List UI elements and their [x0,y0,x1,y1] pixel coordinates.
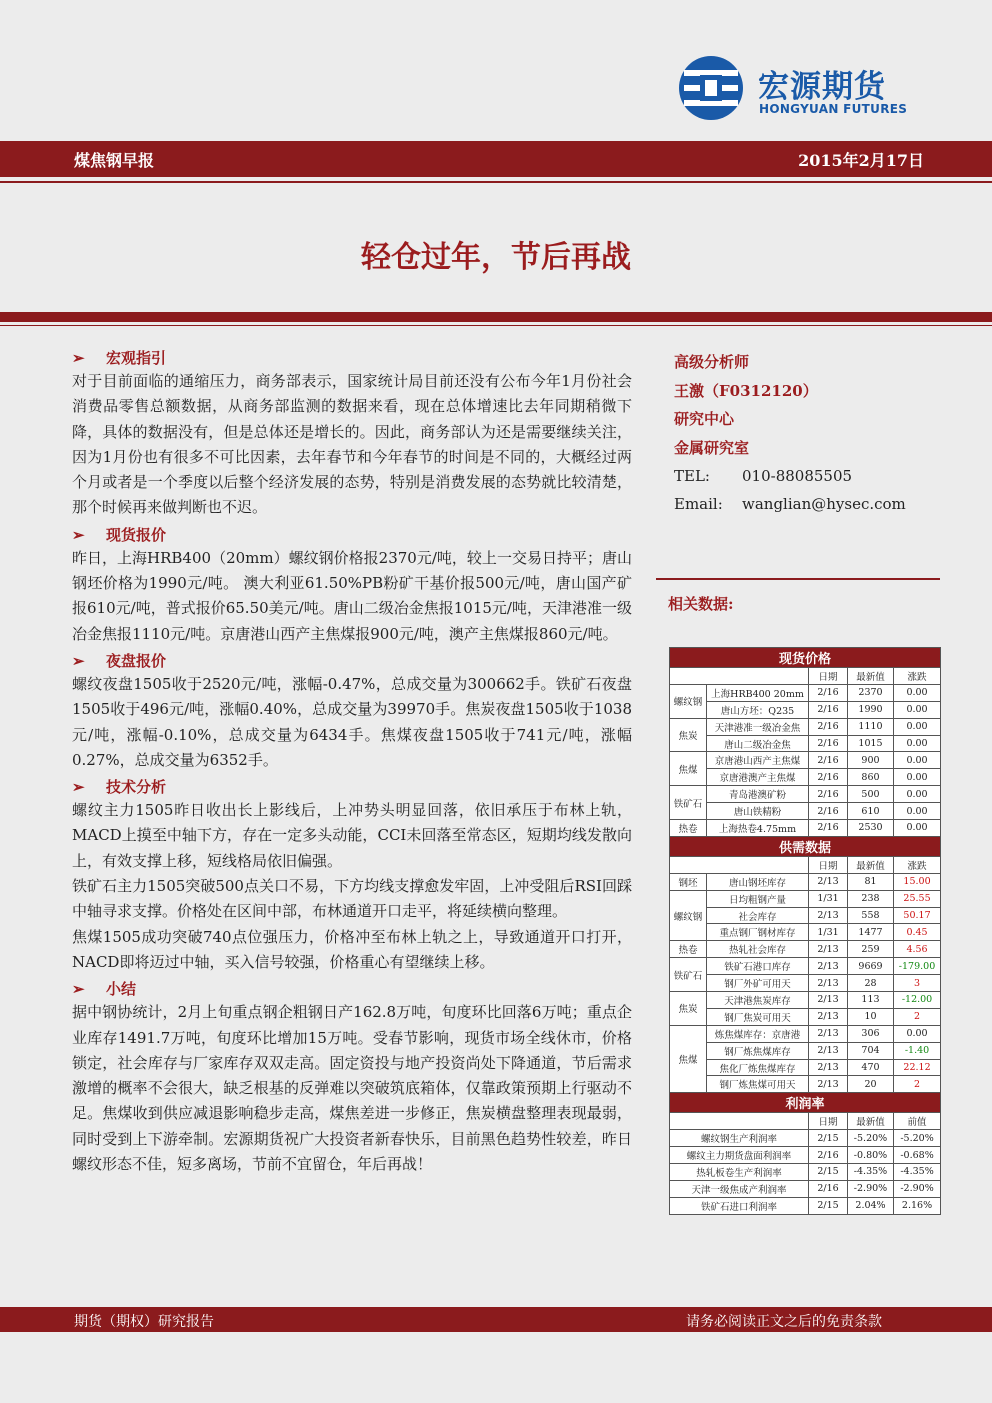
email-label: Email: [674,495,723,513]
table-change-cell: -179.00 [894,958,941,975]
table-row [670,1008,941,1025]
table-date-cell: 2/16 [809,718,848,735]
table-value-cell: 558 [848,907,894,924]
title-rule [0,325,992,326]
table-value-cell: 610 [848,803,894,820]
table-date-cell: 2/16 [809,803,848,820]
table-date-cell: 2/13 [809,1025,848,1042]
table-date-cell: 1/31 [809,924,848,941]
analyst-tel [674,462,964,490]
table-item-cell: 钢厂外矿可用天 [707,975,809,992]
table-item-cell: 京唐港澳产主焦煤 [707,769,809,786]
table-row [670,1025,941,1042]
page-title: 轻仓过年，节后再战 [361,240,631,275]
table-change-cell: 25.55 [894,890,941,907]
section-paragraph: 焦煤1505成功突破740点位强压力，价格冲至布林上轨之上，导致通道开口打开，NACD即将迈过中轴，买入信号较强，价格重心有望继续上移。 [72,927,632,971]
table-item-cell: 螺纹主力期货盘面利润率 [670,1147,809,1164]
table-row [670,992,941,1009]
table-value-cell: 306 [848,1025,894,1042]
table-row [670,769,941,786]
table-item-cell: 上海HRB400 20mm [707,684,809,701]
table-item-cell: 日均粗钢产量 [707,890,809,907]
table-change-cell: -12.00 [894,992,941,1009]
related-data-label: 相关数据: [668,595,734,613]
table-row [670,941,941,958]
header-rule [0,181,992,183]
table-value-cell: 1015 [848,735,894,752]
table-date-cell: 2/16 [809,684,848,701]
table-row [670,1164,941,1181]
email-value: wanglian@hysec.com [742,495,906,513]
table-item-cell: 唐山二级冶金焦 [707,735,809,752]
table-item-cell: 热轧社会库存 [707,941,809,958]
table-value-cell: -0.80% [848,1147,894,1164]
table-date-cell: 2/16 [809,1180,848,1197]
table-value-cell: 500 [848,786,894,803]
table-section-title: 现货价格 [670,648,941,668]
data-table-body [670,648,941,1215]
section-paragraph: 据中钢协统计，2月上旬重点钢企粗钢日产162.8万吨，旬度环比回落6万吨；重点企业库存1491.7万吨，旬度环比增加15万吨。受春节影响，现货市场全线休市，价格锁定，社会库存与厂家库存双双走高。固定资投与地产投资尚处下降通道，节后需求激增的概率不会很大，缺乏根基的反弹难以突破筑底箱体，仅靠政策预期上行驱动不足。焦煤收到供应减退影响稳步走高，煤焦差进一步修正，焦炭横盘整理表现最弱，同时受到上下游牵制。宏源期货祝广大投资者新春快乐，目前黑色趋势性较差，昨日螺纹形态不佳，短多离场，节前不宜留仓，年后再战！ [72,1003,632,1174]
table-header-cell: 涨跌 [894,668,941,685]
table-row [670,907,941,924]
table-prev-cell: -4.35% [894,1164,941,1181]
analyst-dept: 研究中心 [674,410,735,428]
analyst-panel [674,348,964,518]
table-header-cell: 前值 [894,1113,941,1130]
table-date-cell: 2/16 [809,769,848,786]
table-row [670,1076,941,1093]
table-value-cell: 10 [848,1008,894,1025]
table-date-cell: 2/13 [809,958,848,975]
table-group-cell: 铁矿石 [670,786,707,820]
table-value-cell: -5.20% [848,1130,894,1147]
table-value-cell: 2.04% [848,1197,894,1214]
table-row [670,1180,941,1197]
section-paragraph: 对于目前面临的通缩压力，商务部表示，国家统计局目前还没有公布今年1月份社会消费品零售总额数据，从商务部监测的数据来看，现在总体增速比去年同期稍微下降，具体的数据没有，但是总体还是增长的。因此，商务部认为还是需要继续关注，因为1月份也有很多不可比因素，去年春节和今年春节的时间是不同的，大概经过两个月或者是一个季度以后整个经济发展的态势，特别是消费发展的态势就比较清楚，那个时候再来做判断也不迟。 [72,372,632,517]
section-heading-text: 小结 [106,980,137,999]
table-header-blank [670,668,809,685]
table-header-blank [670,1113,809,1130]
table-prev-cell: 2.16% [894,1197,941,1214]
table-date-cell: 2/16 [809,1147,848,1164]
table-group-cell: 螺纹钢 [670,890,707,941]
table-prev-cell: -5.20% [894,1130,941,1147]
table-item-cell: 重点钢厂钢材库存 [707,924,809,941]
table-change-cell: 2 [894,1008,941,1025]
footer-disclaimer: 请务必阅读正文之后的免责条款 [686,1314,882,1330]
table-group-cell: 热卷 [670,820,707,837]
table-group-cell: 焦煤 [670,752,707,786]
table-row [670,873,941,890]
table-row [670,958,941,975]
table-value-cell: 2530 [848,820,894,837]
table-date-cell: 2/16 [809,701,848,718]
table-value-cell: 113 [848,992,894,1009]
arrow-bullet-icon: ➢ [72,980,85,999]
table-prev-cell: -2.90% [894,1180,941,1197]
table-group-cell: 焦炭 [670,718,707,752]
section-heading [72,978,632,1000]
table-item-cell: 钢厂焦炭可用天 [707,1008,809,1025]
table-change-cell: 0.45 [894,924,941,941]
table-change-cell: 0.00 [894,803,941,820]
table-date-cell: 2/13 [809,975,848,992]
table-date-cell: 2/13 [809,1042,848,1059]
table-change-cell: 0.00 [894,735,941,752]
tel-value: 010-88085505 [742,467,853,485]
analyst-name: 王激（F0312120） [674,381,818,400]
table-section-header [670,1093,941,1113]
table-row [670,890,941,907]
table-date-cell: 2/13 [809,992,848,1009]
table-item-cell: 唐山方坯：Q235 [707,701,809,718]
table-item-cell: 青岛港澳矿粉 [707,786,809,803]
table-row [670,1042,941,1059]
table-date-cell: 2/13 [809,1059,848,1076]
table-item-cell: 唐山钢坯库存 [707,873,809,890]
table-item-cell: 钢厂炼焦煤可用天 [707,1076,809,1093]
section-heading [72,347,632,369]
table-item-cell: 天津一级焦成产利润率 [670,1180,809,1197]
table-item-cell: 焦化厂炼焦煤库存 [707,1059,809,1076]
table-row [670,1059,941,1076]
section-heading [72,650,632,672]
table-value-cell: 860 [848,769,894,786]
table-date-cell: 2/16 [809,735,848,752]
table-value-cell: 9669 [848,958,894,975]
table-change-cell: 3 [894,975,941,992]
main-content [72,344,632,1177]
table-header-blank [670,856,809,873]
analyst-email [674,490,964,518]
table-change-cell: 4.56 [894,941,941,958]
table-group-cell: 热卷 [670,941,707,958]
table-date-cell: 1/31 [809,890,848,907]
table-item-cell: 京唐港山西产主焦煤 [707,752,809,769]
table-group-cell: 钢坯 [670,873,707,890]
table-change-cell: 50.17 [894,907,941,924]
table-section-header [670,836,941,856]
arrow-bullet-icon: ➢ [72,778,85,797]
table-date-cell: 2/15 [809,1164,848,1181]
table-item-cell: 社会库存 [707,907,809,924]
section-paragraph: 螺纹主力1505昨日收出长上影线后，上冲势头明显回落，依旧承压于布林上轨，MACD上摸至中轴下方，存在一定多头动能，CCI未回落至常态区，短期均线发散向上，有效支撑上移，短线格局依旧偏强。 [72,801,632,870]
section-paragraph: 螺纹夜盘1505收于2520元/吨，涨幅-0.47%，总成交量为300662手。铁矿石夜盘1505收于496元/吨，涨幅0.40%，总成交量为39970手。焦炭夜盘1505收于1038元/吨，涨幅-0.10%，总成交量为6434手。焦煤夜盘1505收于741元/吨，涨幅0.27%，总成交量为6352手。 [72,674,632,769]
table-change-cell: 0.00 [894,752,941,769]
table-group-cell: 焦炭 [670,992,707,1026]
table-header-cell: 日期 [809,856,848,873]
table-header-cell: 最新值 [848,668,894,685]
table-item-cell: 天津港焦炭库存 [707,992,809,1009]
table-value-cell: 81 [848,873,894,890]
analyst-title: 高级分析师 [674,353,750,371]
table-header-cell: 日期 [809,668,848,685]
analyst-team: 金属研究室 [674,438,750,457]
section-heading [72,776,632,798]
title-band [0,312,992,322]
table-section-title: 利润率 [670,1093,941,1113]
table-value-cell: 1110 [848,718,894,735]
table-value-cell: 1477 [848,924,894,941]
arrow-bullet-icon: ➢ [72,525,85,544]
table-item-cell: 上海热卷4.75mm [707,820,809,837]
table-item-cell: 炼焦煤库存：京唐港 [707,1025,809,1042]
table-change-cell: 0.00 [894,786,941,803]
table-change-cell: 2 [894,1076,941,1093]
table-item-cell: 天津港准一级冶金焦 [707,718,809,735]
table-change-cell: 0.00 [894,1025,941,1042]
table-date-cell: 2/13 [809,873,848,890]
table-value-cell: -4.35% [848,1164,894,1181]
table-value-cell: 470 [848,1059,894,1076]
section-paragraph: 昨日，上海HRB400（20mm）螺纹钢价格报2370元/吨，较上一交易日持平；唐山钢坯价格为1990元/吨。 澳大利亚61.50%PB粉矿干基价报500元/吨，唐山国产矿报610元/吨，普式报价65.50美元/吨。唐山二级冶金焦报1015元/吨，天津港准一级冶金焦报1110元/吨。京唐港山西产主焦煤报900元/吨，澳产主焦煤报860元/吨。 [72,548,632,643]
table-prev-cell: -0.68% [894,1147,941,1164]
table-item-cell: 螺纹钢生产利润率 [670,1130,809,1147]
section-heading-text: 现货报价 [106,525,167,544]
table-row [670,752,941,769]
section-heading [72,524,632,546]
brand-name-en: HONGYUAN FUTURES [759,102,908,116]
table-row [670,786,941,803]
table-row [670,1197,941,1214]
report-date: 2015年2月17日 [798,151,924,170]
panel-rule [656,578,940,580]
table-row [670,803,941,820]
table-row [670,1130,941,1147]
table-date-cell: 2/13 [809,1076,848,1093]
section-paragraph: 铁矿石主力1505突破500点关口不易，下方均线支撑愈发牢固，上冲受阻后RSI回踩中轴寻求支撑。价格处在区间中部，布林通道开口走平，将延续横向整理。 [72,877,632,921]
table-header-cell: 最新值 [848,1113,894,1130]
table-group-cell: 焦煤 [670,1025,707,1093]
table-group-cell: 铁矿石 [670,958,707,992]
table-section-title: 供需数据 [670,836,941,856]
table-date-cell: 2/13 [809,907,848,924]
table-header-cell: 涨跌 [894,856,941,873]
table-row [670,975,941,992]
table-row [670,820,941,837]
table-value-cell: 259 [848,941,894,958]
table-item-cell: 热轧板卷生产利润率 [670,1164,809,1181]
footer-left: 期货（期权）研究报告 [74,1314,214,1330]
table-date-cell: 2/16 [809,820,848,837]
section-heading-text: 技术分析 [106,778,167,797]
table-change-cell: 0.00 [894,769,941,786]
table-row [670,684,941,701]
brand-name-cn: 宏源期货 [758,69,886,105]
table-date-cell: 2/13 [809,1008,848,1025]
table-column-header [670,1113,941,1130]
section-heading-text: 夜盘报价 [106,651,167,670]
table-date-cell: 2/16 [809,752,848,769]
table-row [670,735,941,752]
table-row [670,718,941,735]
table-column-header [670,668,941,685]
table-date-cell: 2/13 [809,941,848,958]
brand-logo [678,55,928,125]
table-row [670,701,941,718]
section-heading-text: 宏观指引 [106,349,167,367]
data-table [669,647,941,1215]
table-value-cell: -2.90% [848,1180,894,1197]
report-name: 煤焦钢早报 [74,151,155,170]
table-change-cell: 0.00 [894,684,941,701]
table-value-cell: 28 [848,975,894,992]
table-change-cell: 22.12 [894,1059,941,1076]
table-change-cell: 0.00 [894,820,941,837]
table-item-cell: 唐山铁精粉 [707,803,809,820]
table-value-cell: 20 [848,1076,894,1093]
table-item-cell: 铁矿石进口利润率 [670,1197,809,1214]
table-date-cell: 2/16 [809,786,848,803]
table-value-cell: 1990 [848,701,894,718]
table-item-cell: 铁矿石港口库存 [707,958,809,975]
table-value-cell: 900 [848,752,894,769]
table-value-cell: 2370 [848,684,894,701]
table-change-cell: 15.00 [894,873,941,890]
table-row [670,924,941,941]
table-header-cell: 最新值 [848,856,894,873]
table-date-cell: 2/15 [809,1197,848,1214]
table-date-cell: 2/15 [809,1130,848,1147]
tel-label: TEL: [674,467,710,485]
table-change-cell: 0.00 [894,701,941,718]
table-row [670,1147,941,1164]
table-column-header [670,856,941,873]
table-section-header [670,648,941,668]
table-item-cell: 钢厂炼焦煤库存 [707,1042,809,1059]
table-change-cell: -1.40 [894,1042,941,1059]
table-change-cell: 0.00 [894,718,941,735]
table-group-cell: 螺纹钢 [670,684,707,718]
arrow-bullet-icon: ➢ [72,349,85,367]
table-value-cell: 704 [848,1042,894,1059]
table-value-cell: 238 [848,890,894,907]
arrow-bullet-icon: ➢ [72,651,85,670]
logo-mark-icon [678,55,744,121]
table-header-cell: 日期 [809,1113,848,1130]
